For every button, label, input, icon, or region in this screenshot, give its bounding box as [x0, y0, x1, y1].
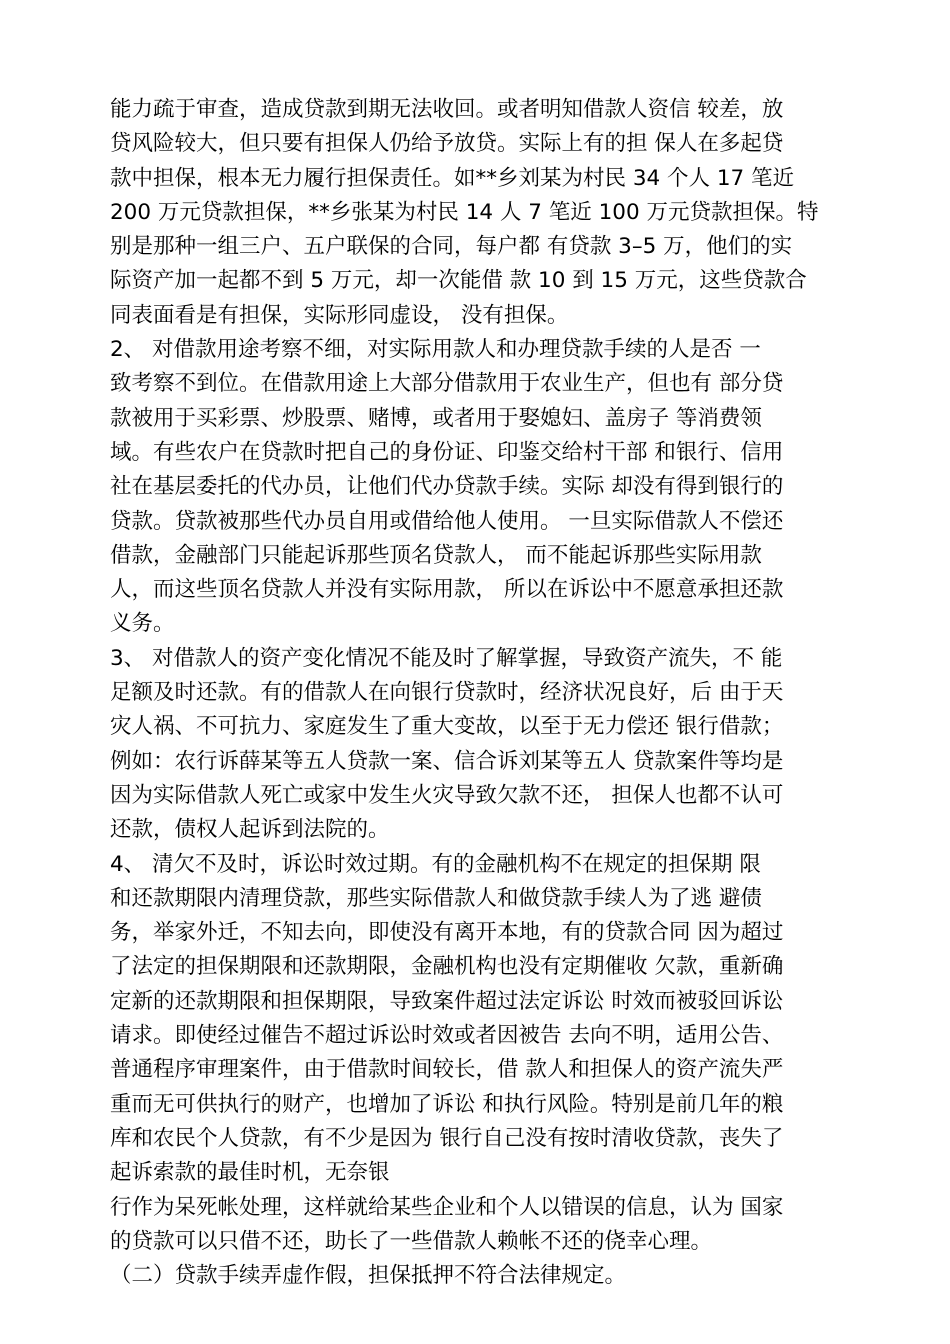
text-line: 的贷款可以只借不还，助长了一些借款人赖帐不还的侥幸心理。 [110, 1228, 713, 1254]
text-line: 别是那种一组三户、五户联保的合同，每户都 有贷款 3–5 万，他们的实 [110, 234, 793, 260]
text-line: 义务。 [110, 611, 175, 637]
text-line: 社在基层委托的代办员，让他们代办贷款手续。实际 却没有得到银行的 [110, 474, 784, 500]
text-line: 致考察不到位。在借款用途上大部分借款用于农业生产，但也有 部分贷 [110, 371, 784, 397]
text-line: 起诉索款的最佳时机，无奈银 [110, 1160, 390, 1186]
body-text [110, 93, 855, 1293]
text-line: （二）贷款手续弄虚作假，担保抵押不符合法律规定。 [110, 1263, 627, 1289]
text-line: 例如：农行诉薛某等五人贷款一案、信合诉刘某等五人 贷款案件等均是 [110, 748, 784, 774]
text-line: 和还款期限内清理贷款，那些实际借款人和做贷款手续人为了逃 避债 [110, 885, 762, 911]
text-line: 款中担保，根本无力履行担保责任。如**乡刘某为村民 34 个人 17 笔近 [110, 165, 795, 191]
text-line: 2、 对借款用途考察不细，对实际用款人和办理贷款手续的人是否 一 [110, 337, 761, 363]
text-line: 了法定的担保期限和还款期限，金融机构也没有定期催收 欠款，重新确 [110, 954, 784, 980]
text-line: 款被用于买彩票、炒股票、赌博，或者用于娶媳妇、盖房子 等消费领 [110, 405, 762, 431]
text-line: 3、 对借款人的资产变化情况不能及时了解掌握，导致资产流失，不 能 [110, 645, 783, 671]
text-line: 重而无可供执行的财产，也增加了诉讼 和执行风险。特别是前几年的粮 [110, 1091, 784, 1117]
text-line: 借款，金融部门只能起诉那些顶名贷款人， 而不能起诉那些实际用款 [110, 542, 762, 568]
text-line: 贷风险较大，但只要有担保人仍给予放贷。实际上有的担 保人在多起贷 [110, 131, 784, 157]
text-line: 同表面看是有担保，实际形同虚设， 没有担保。 [110, 302, 569, 328]
text-line: 因为实际借款人死亡或家中发生火灾导致欠款不还， 担保人也都不认可 [110, 782, 784, 808]
text-line: 灾人祸、不可抗力、家庭发生了重大变故，以至于无力偿还 银行借款； [110, 714, 784, 740]
text-line: 行作为呆死帐处理，这样就给某些企业和个人以错误的信息，认为 国家 [110, 1194, 784, 1220]
text-line: 贷款。贷款被那些代办员自用或借给他人使用。 一旦实际借款人不偿还 [110, 508, 784, 534]
text-line: 还款，债权人起诉到法院的。 [110, 817, 390, 843]
text-line: 库和农民个人贷款，有不少是因为 银行自己没有按时清收贷款，丧失了 [110, 1125, 784, 1151]
text-line: 4、 清欠不及时，诉讼时效过期。有的金融机构不在规定的担保期 限 [110, 851, 761, 877]
text-line: 务，举家外迁，不知去向，即使没有离开本地，有的贷款合同 因为超过 [110, 920, 784, 946]
text-line: 定新的还款期限和担保期限，导致案件超过法定诉讼 时效而被驳回诉讼 [110, 988, 784, 1014]
text-line: 能力疏于审查，造成贷款到期无法收回。或者明知借款人资信 较差，放 [110, 97, 784, 122]
text-line: 请求。即使经过催告不超过诉讼时效或者因被告 去向不明，适用公告、 [110, 1023, 784, 1049]
text-line: 足额及时还款。有的借款人在向银行贷款时，经济状况良好，后 由于天 [110, 680, 784, 706]
text-line: 人，而这些顶名贷款人并没有实际用款， 所以在诉讼中不愿意承担还款 [110, 577, 784, 603]
text-line: 普通程序审理案件，由于借款时间较长，借 款人和担保人的资产流失严 [110, 1057, 784, 1083]
text-line: 200 万元贷款担保，**乡张某为村民 14 人 7 笔近 100 万元贷款担保。特 [110, 199, 819, 225]
text-line: 际资产加一起都不到 5 万元，却一次能借 款 10 到 15 万元，这些贷款合 [110, 268, 807, 294]
text-line: 域。有些农户在贷款时把自己的身份证、印鉴交给村干部 和银行、信用 [110, 439, 784, 465]
